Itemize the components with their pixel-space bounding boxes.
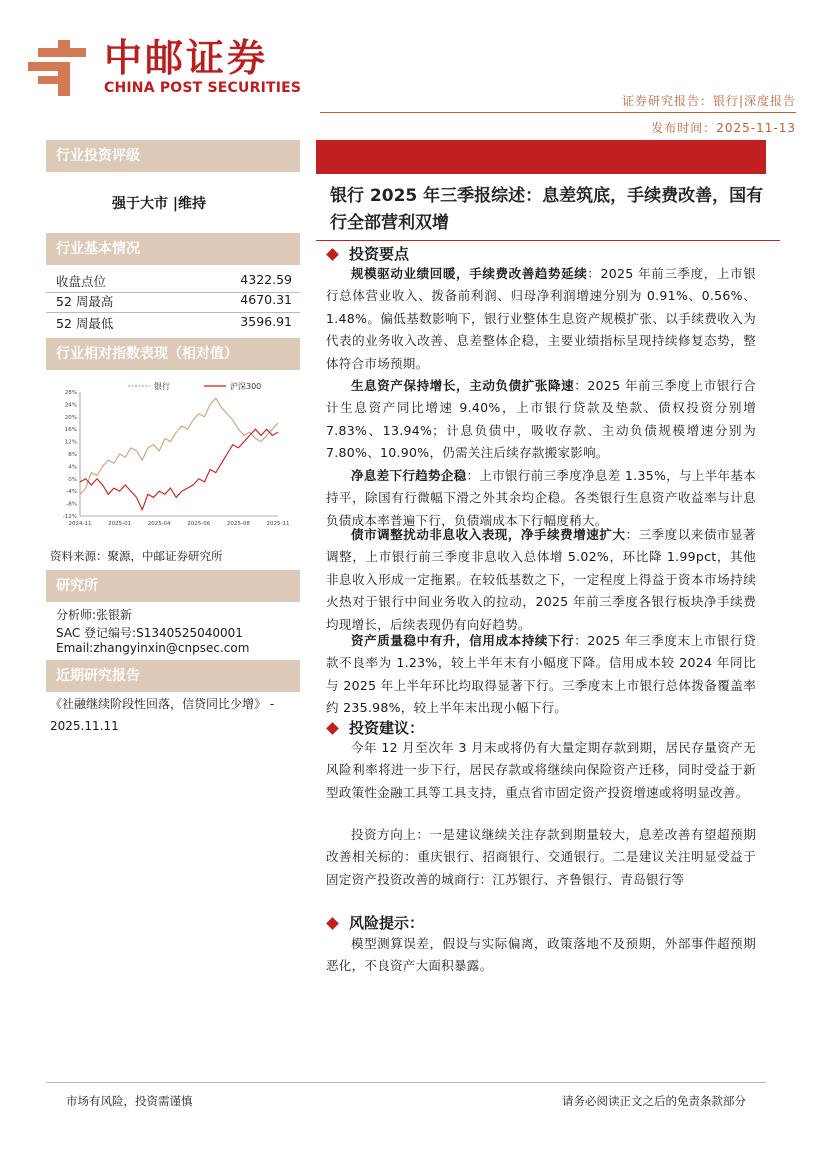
legend-label: 银行 [154, 382, 170, 391]
y-tick-label: 12% [64, 439, 77, 446]
footer-risk-note: 市场有风险，投资需谨慎 [66, 1094, 193, 1108]
paragraph: 今年 12 月至次年 3 月末或将仍有大量定期存款到期，居民存量资产无风险利率将进一步下行，居民存款或将继续向保险资产迁移，同时受益于新型政策性金融工具等工具支持，重点省市固定资产投资增速或将明显改善。 [326, 740, 756, 800]
y-tick-label: 8% [68, 452, 77, 458]
bullet-icon [326, 248, 339, 261]
y-tick-label: 20% [64, 414, 77, 421]
industry-rating: 强于大市 |维持 [112, 196, 206, 212]
y-tick-label: -12% [62, 514, 77, 520]
paragraph: 生息资产保持增长，主动负债扩张降速：2025 年前三季度上市银行合计生息资产同比增速 9.40%，上市银行贷款及垫款、债权投资分别增 7.83%、13.94%；计息负债中，吸收存款、主动负债规模增速分别为 7.80%、10.90%，仍需关注后续存款搬家影响。 [326, 378, 756, 461]
y-tick-label: 24% [64, 402, 77, 409]
paragraph: 净息差下行趋势企稳：上市银行前三季度净息差 1.35%，与上半年基本持平，除国有行微幅下滑之外其余均企稳。各类银行生息资产收益率与计息负债成本率普遍下行，负债端成本下行幅度稍大。 [326, 468, 756, 528]
header-divider [320, 112, 796, 113]
paragraph: 债市调整扰动非息收入表现，净手续费增速扩大：三季度以来债市显著调整，上市银行前三季度非息收入总体增 5.02%，环比降 1.99pct，其他非息收入形成一定拖累。在较低基数之下，一定程度上得益于资本市场持续火热对于银行中间业务收入的拉动，2025 年前三季度各银行板块净手续费均现增长，后续表现仍有向好趋势。 [326, 527, 756, 632]
x-tick-label: 2024-11 [68, 521, 92, 527]
china-post-logo-icon [28, 40, 92, 96]
footer-divider [46, 1082, 766, 1083]
recent-section-header: 近期研究报告 [46, 660, 300, 692]
chart-source: 资料来源：聚源，中邮证券研究所 [50, 549, 223, 563]
basics-row [56, 292, 292, 312]
bullet-icon [326, 917, 339, 930]
paragraph: 资产质量稳中有升，信用成本持续下行：2025 年三季度末上市银行贷款不良率为 1.23%，较上半年末有小幅度下降。信用成本较 2024 年同比与 2025 年上半年环比均取得显著下行。三季度末上市银行总体拨备覆盖率约 235.98%，较上半年末出现小幅下行。 [326, 633, 756, 716]
legend-label: 沪深300 [230, 382, 262, 391]
y-tick-label: 4% [68, 464, 77, 471]
section-heading: 风险提示： [326, 912, 424, 934]
x-tick-label: 2025-04 [147, 521, 171, 527]
paragraph: 投资方向上：一是建议继续关注存款到期量较大，息差改善有望超预期改善相关标的：重庆银行、招商银行、交通银行。二是建议关注明显受益于固定资产投资改善的城商行：江苏银行、齐鲁银行、青岛银行等 [326, 827, 756, 887]
relative-index-chart [46, 370, 300, 540]
basics-divider [46, 312, 300, 313]
series-line-0 [80, 398, 278, 494]
sac-number: SAC 登记编号:S1340525040001 [56, 626, 243, 640]
section-heading: 投资要点 [326, 243, 409, 265]
basics-label: 52 周最低 [56, 316, 114, 331]
publish-date: 发布时间：2025-11-13 [651, 121, 796, 135]
section-heading: 投资建议： [326, 717, 424, 739]
y-tick-label: -4% [66, 489, 77, 496]
basics-label: 收盘点位 [56, 274, 107, 289]
x-tick-label: 2025-01 [108, 521, 132, 527]
y-tick-label: 0% [68, 476, 77, 483]
y-tick-label: 28% [64, 390, 77, 396]
analyst-email[interactable]: Email:zhangyinxin@cnpsec.com [56, 641, 250, 655]
analyst-name: 分析师:张银新 [56, 608, 133, 622]
basics-row [56, 272, 292, 292]
report-type: 证券研究报告：银行|深度报告 [621, 94, 796, 108]
rating-section-header: 行业投资评级 [46, 140, 300, 172]
brand-name-cn: 中邮证券 [104, 36, 269, 80]
basics-value: 4322.59 [240, 272, 292, 287]
report-title: 银行 2025 年三季报综述：息差筑底，手续费改善，国有行全部营利双增 [330, 186, 764, 233]
basics-row [56, 314, 292, 334]
recent-report-link[interactable]: 《社融继续阶段性回落，信贷同比少增》 - 2025.11.11 [50, 697, 275, 733]
footer-disclaimer-note: 请务必阅读正文之后的免责条款部分 [562, 1094, 746, 1108]
institute-section-header: 研究所 [46, 570, 300, 602]
basics-section-header: 行业基本情况 [46, 233, 300, 265]
paragraph: 模型测算误差，假设与实际偏离，政策落地不及预期，外部事件超预期恶化，不良资产大面积暴露。 [326, 936, 756, 974]
paragraph: 规模驱动业绩回暖，手续费改善趋势延续：2025 年前三季度，上市银行总体营业收入、拨备前利润、归母净利润增速分别为 0.91%、0.56%、1.48%。偏低基数影响下，银行业整体生息资产规模扩张、以手续费收入为代表的业务收入改善、息差整体企稳，主要业绩指标呈现持续修复态势，整体符合市场预期。 [326, 266, 756, 371]
chart-section-header: 行业相对指数表现（相对值） [46, 338, 300, 370]
title-divider [316, 240, 780, 241]
basics-value: 4670.31 [240, 292, 292, 307]
basics-value: 3596.91 [240, 314, 292, 329]
title-banner [316, 140, 766, 174]
x-tick-label: 2025-06 [187, 521, 211, 527]
series-line-1 [80, 429, 278, 510]
brand-name-en: CHINA POST SECURITIES [104, 80, 302, 96]
basics-label: 52 周最高 [56, 294, 114, 309]
x-tick-label: 2025-08 [226, 521, 250, 527]
y-tick-label: -8% [66, 501, 77, 508]
bullet-icon [326, 722, 339, 735]
y-tick-label: 16% [64, 427, 77, 434]
x-tick-label: 2025-11 [266, 521, 290, 527]
